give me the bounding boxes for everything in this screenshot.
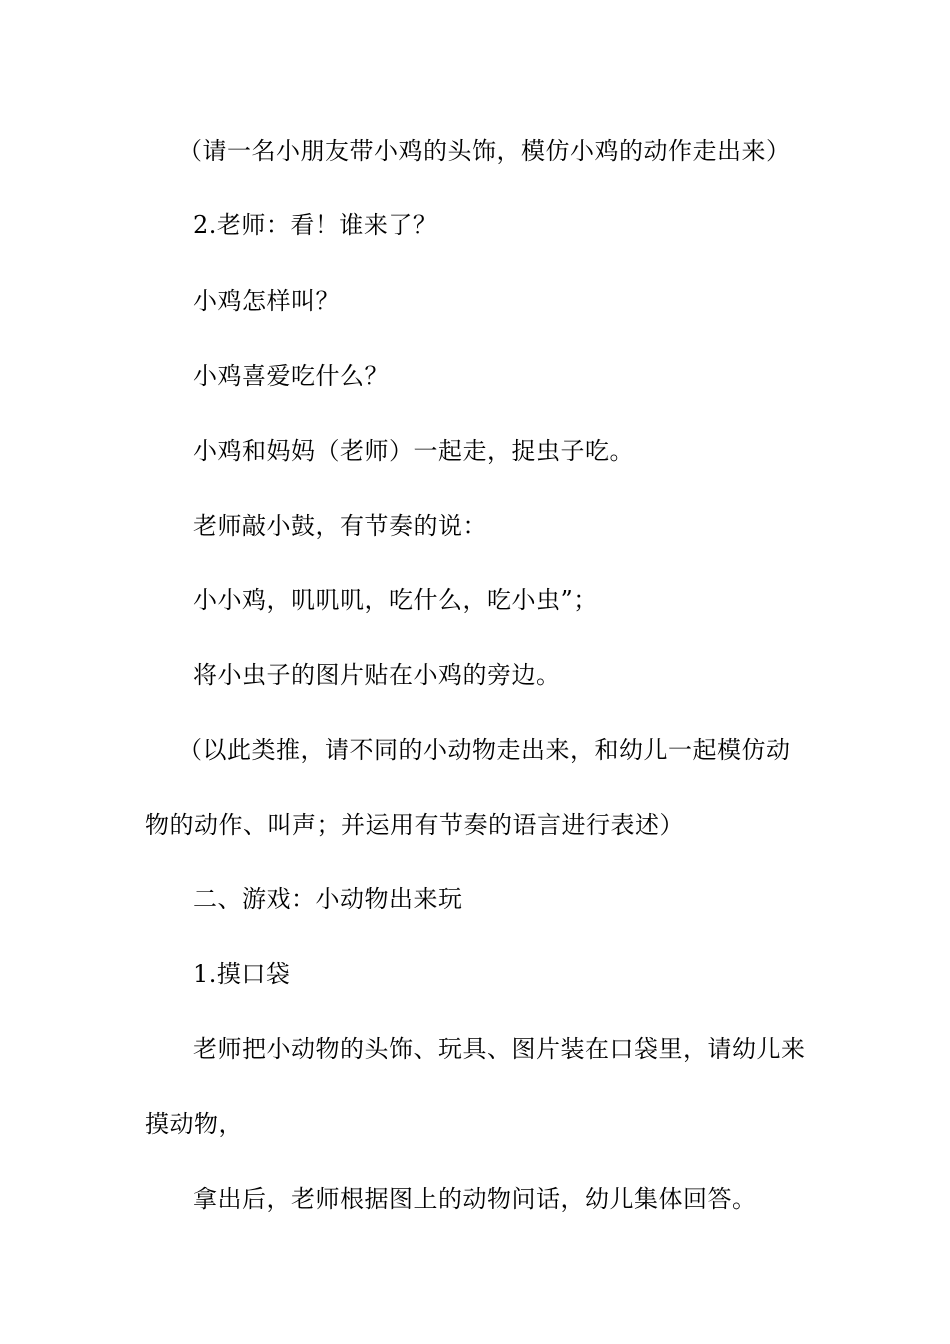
paragraph-line: 物的动作、叫声；并运用有节奏的语言进行表述） <box>145 811 684 839</box>
subsection-heading: 1.摸口袋 <box>193 960 291 988</box>
paragraph-line: 将小虫子的图片贴在小鸡的旁边。 <box>193 661 561 689</box>
section-heading: 二、游戏：小动物出来玩 <box>193 885 463 913</box>
paragraph-line: 小鸡喜爱吃什么？ <box>193 362 389 390</box>
paragraph-line: 老师把小动物的头饰、玩具、图片装在口袋里，请幼儿来 <box>193 1035 806 1063</box>
paragraph-line: 小鸡和妈妈（老师）一起走，捉虫子吃。 <box>193 437 634 465</box>
paragraph-line: （以此类推，请不同的小动物走出来，和幼儿一起模仿动 <box>178 736 791 764</box>
paragraph-line: 小小鸡，叽叽叽，吃什么，吃小虫”； <box>193 586 598 614</box>
paragraph-line: 2.老师：看！谁来了？ <box>193 211 438 239</box>
paragraph-line: （请一名小朋友带小鸡的头饰，模仿小鸡的动作走出来） <box>178 137 791 165</box>
paragraph-line: 拿出后，老师根据图上的动物问话，幼儿集体回答。 <box>193 1185 757 1213</box>
paragraph-line: 小鸡怎样叫？ <box>193 287 340 315</box>
paragraph-line: 摸动物， <box>145 1110 243 1138</box>
paragraph-line: 老师敲小鼓，有节奏的说： <box>193 512 487 540</box>
